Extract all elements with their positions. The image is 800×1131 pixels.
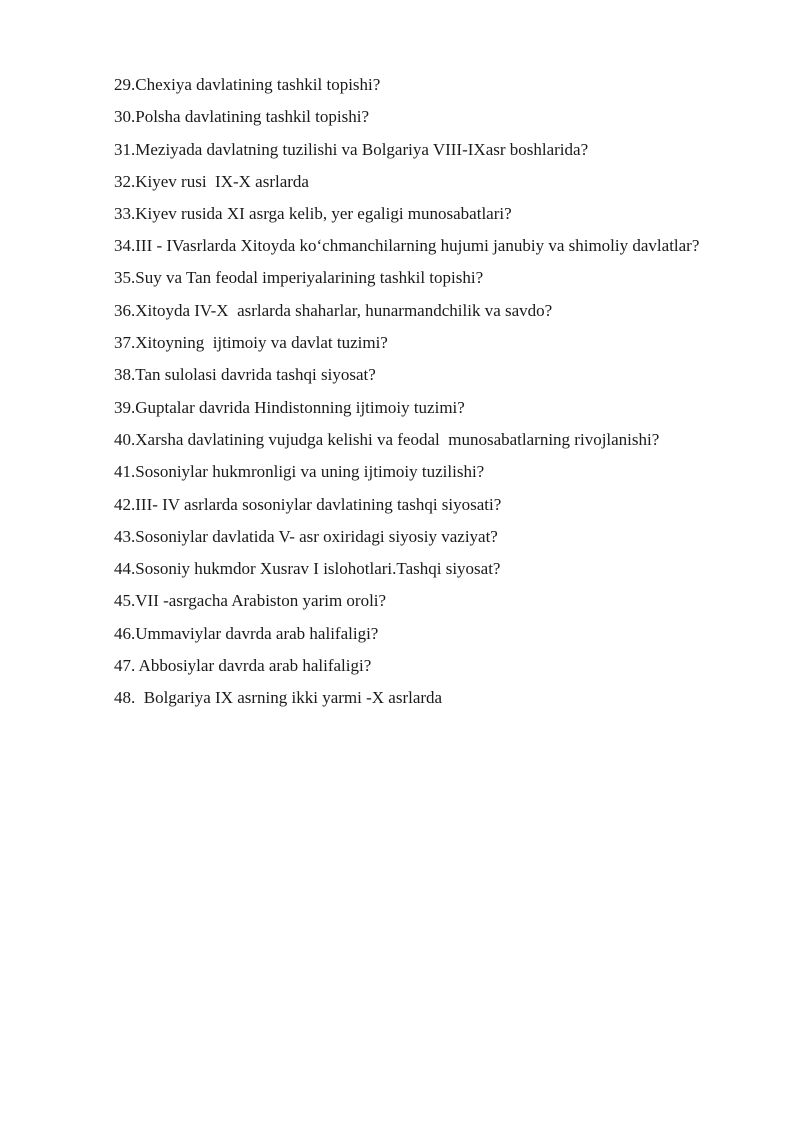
question-item: 37.Xitoyning ijtimoiy va davlat tuzimi?	[114, 333, 388, 353]
question-item: 38.Tan sulolasi davrida tashqi siyosat?	[114, 365, 376, 385]
question-item: 47. Abbosiylar davrda arab halifaligi?	[114, 656, 372, 676]
question-item: 32.Kiyev rusi IX-X asrlarda	[114, 171, 309, 191]
question-item: 46.Ummaviylar davrda arab halifaligi?	[114, 623, 379, 643]
question-list	[114, 74, 742, 720]
question-item: 45.VII -asrgacha Arabiston yarim oroli?	[114, 591, 387, 611]
question-item: 31.Meziyada davlatning tuzilishi va Bolgariya VIII-IXasr boshlarida?	[114, 139, 589, 159]
question-item: 29.Chexiya davlatining tashkil topishi?	[114, 75, 381, 94]
question-item: 33.Kiyev rusida XI asrga kelib, yer egaligi munosabatlari?	[114, 204, 512, 224]
question-item: 42.III- IV asrlarda sosoniylar davlatining tashqi siyosati?	[114, 494, 502, 514]
question-item: 41.Sosoniylar hukmronligi va uning ijtimoiy tuzilishi?	[114, 462, 485, 482]
question-item: 34.III - IVasrlarda Xitoyda ko‘chmanchilarning hujumi janubiy va shimoliy davlatlar?	[114, 236, 700, 256]
question-item: 36.Xitoyda IV-X asrlarda shaharlar, hunarmandchilik va savdo?	[114, 300, 553, 320]
question-item: 39.Guptalar davrida Hindistonning ijtimoiy tuzimi?	[114, 397, 465, 417]
question-item: 40.Xarsha davlatining vujudga kelishi va feodal munosabatlarning rivojlanishi?	[114, 429, 660, 449]
question-item: 43.Sosoniylar davlatida V- asr oxiridagi siyosiy vaziyat?	[114, 526, 498, 546]
question-item: 48. Bolgariya IX asrning ikki yarmi -X asrlarda	[114, 688, 443, 708]
question-item: 44.Sosoniy hukmdor Xusrav I islohotlari.Tashqi siyosat?	[114, 559, 501, 579]
question-item: 30.Polsha davlatining tashkil topishi?	[114, 107, 369, 127]
question-item: 35.Suy va Tan feodal imperiyalarining tashkil topishi?	[114, 268, 484, 288]
